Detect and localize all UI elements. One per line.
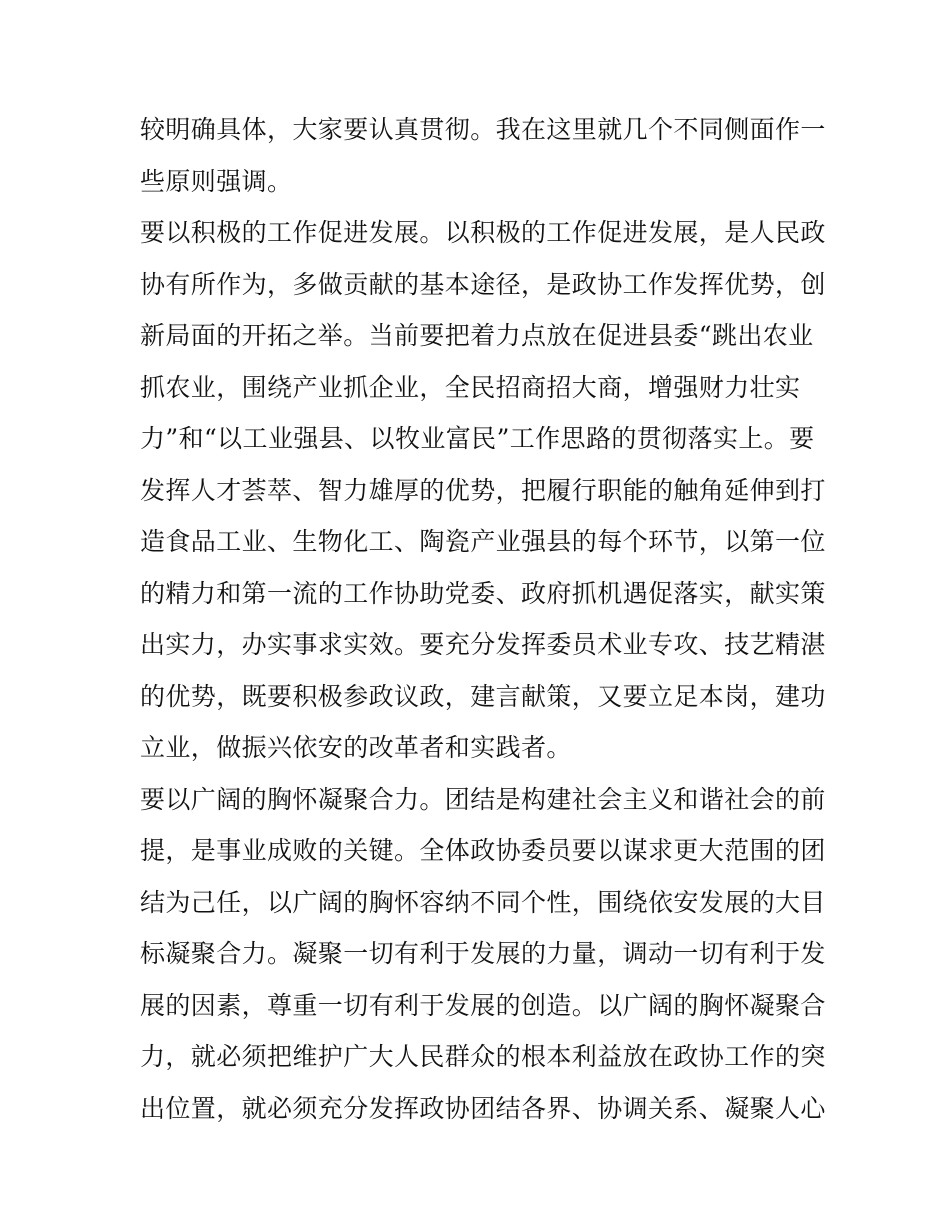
text-line: 结为己任，以广阔的胸怀容纳不同个性，围绕依安发展的大目: [140, 887, 826, 917]
text-line: 的优势，既要积极参政议政，建言献策，又要立足本岗，建功: [140, 681, 826, 711]
text-line: 展的因素，尊重一切有利于发展的创造。以广阔的胸怀凝聚合: [140, 990, 826, 1020]
text-line: 的精力和第一流的工作协助党委、政府抓机遇促落实，献实策: [140, 578, 826, 608]
document-body: [140, 104, 826, 1134]
text-line: 标凝聚合力。凝聚一切有利于发展的力量，调动一切有利于发: [140, 939, 826, 968]
text-line: 力，就必须把维护广大人民群众的根本利益放在政协工作的突: [140, 1042, 826, 1071]
text-line: 些原则强调。: [140, 166, 293, 196]
text-line: 出实力，办实事求实效。要充分发挥委员术业专攻、技艺精湛: [140, 630, 826, 659]
text-line: 要以广阔的胸怀凝聚合力。团结是构建社会主义和谐社会的前: [140, 784, 826, 814]
text-line: 造食品工业、生物化工、陶瓷产业强县的每个环节，以第一位: [140, 527, 826, 556]
text-line: 出位置，就必须充分发挥政协团结各界、协调关系、凝聚人心: [140, 1093, 826, 1123]
text-line: 要以积极的工作促进发展。以积极的工作促进发展，是人民政: [140, 218, 826, 247]
text-line: 提，是事业成败的关键。全体政协委员要以谋求更大范围的团: [140, 836, 826, 865]
text-line: 较明确具体，大家要认真贯彻。我在这里就几个不同侧面作一: [140, 115, 826, 144]
text-line: 协有所作为，多做贡献的基本途径，是政协工作发挥优势，创: [140, 269, 826, 299]
text-line: 立业，做振兴依安的改革者和实践者。: [140, 733, 572, 762]
text-line: 新局面的开拓之举。当前要把着力点放在促进县委“跳出农业: [140, 321, 814, 350]
text-line: 抓农业，围绕产业抓企业，全民招商招大商，增强财力壮实: [140, 372, 801, 402]
text-line: 力”和“以工业强县、以牧业富民”工作思路的贯彻落实上。要: [140, 424, 815, 453]
text-line: 发挥人才荟萃、智力雄厚的优势，把履行职能的触角延伸到打: [140, 475, 826, 505]
